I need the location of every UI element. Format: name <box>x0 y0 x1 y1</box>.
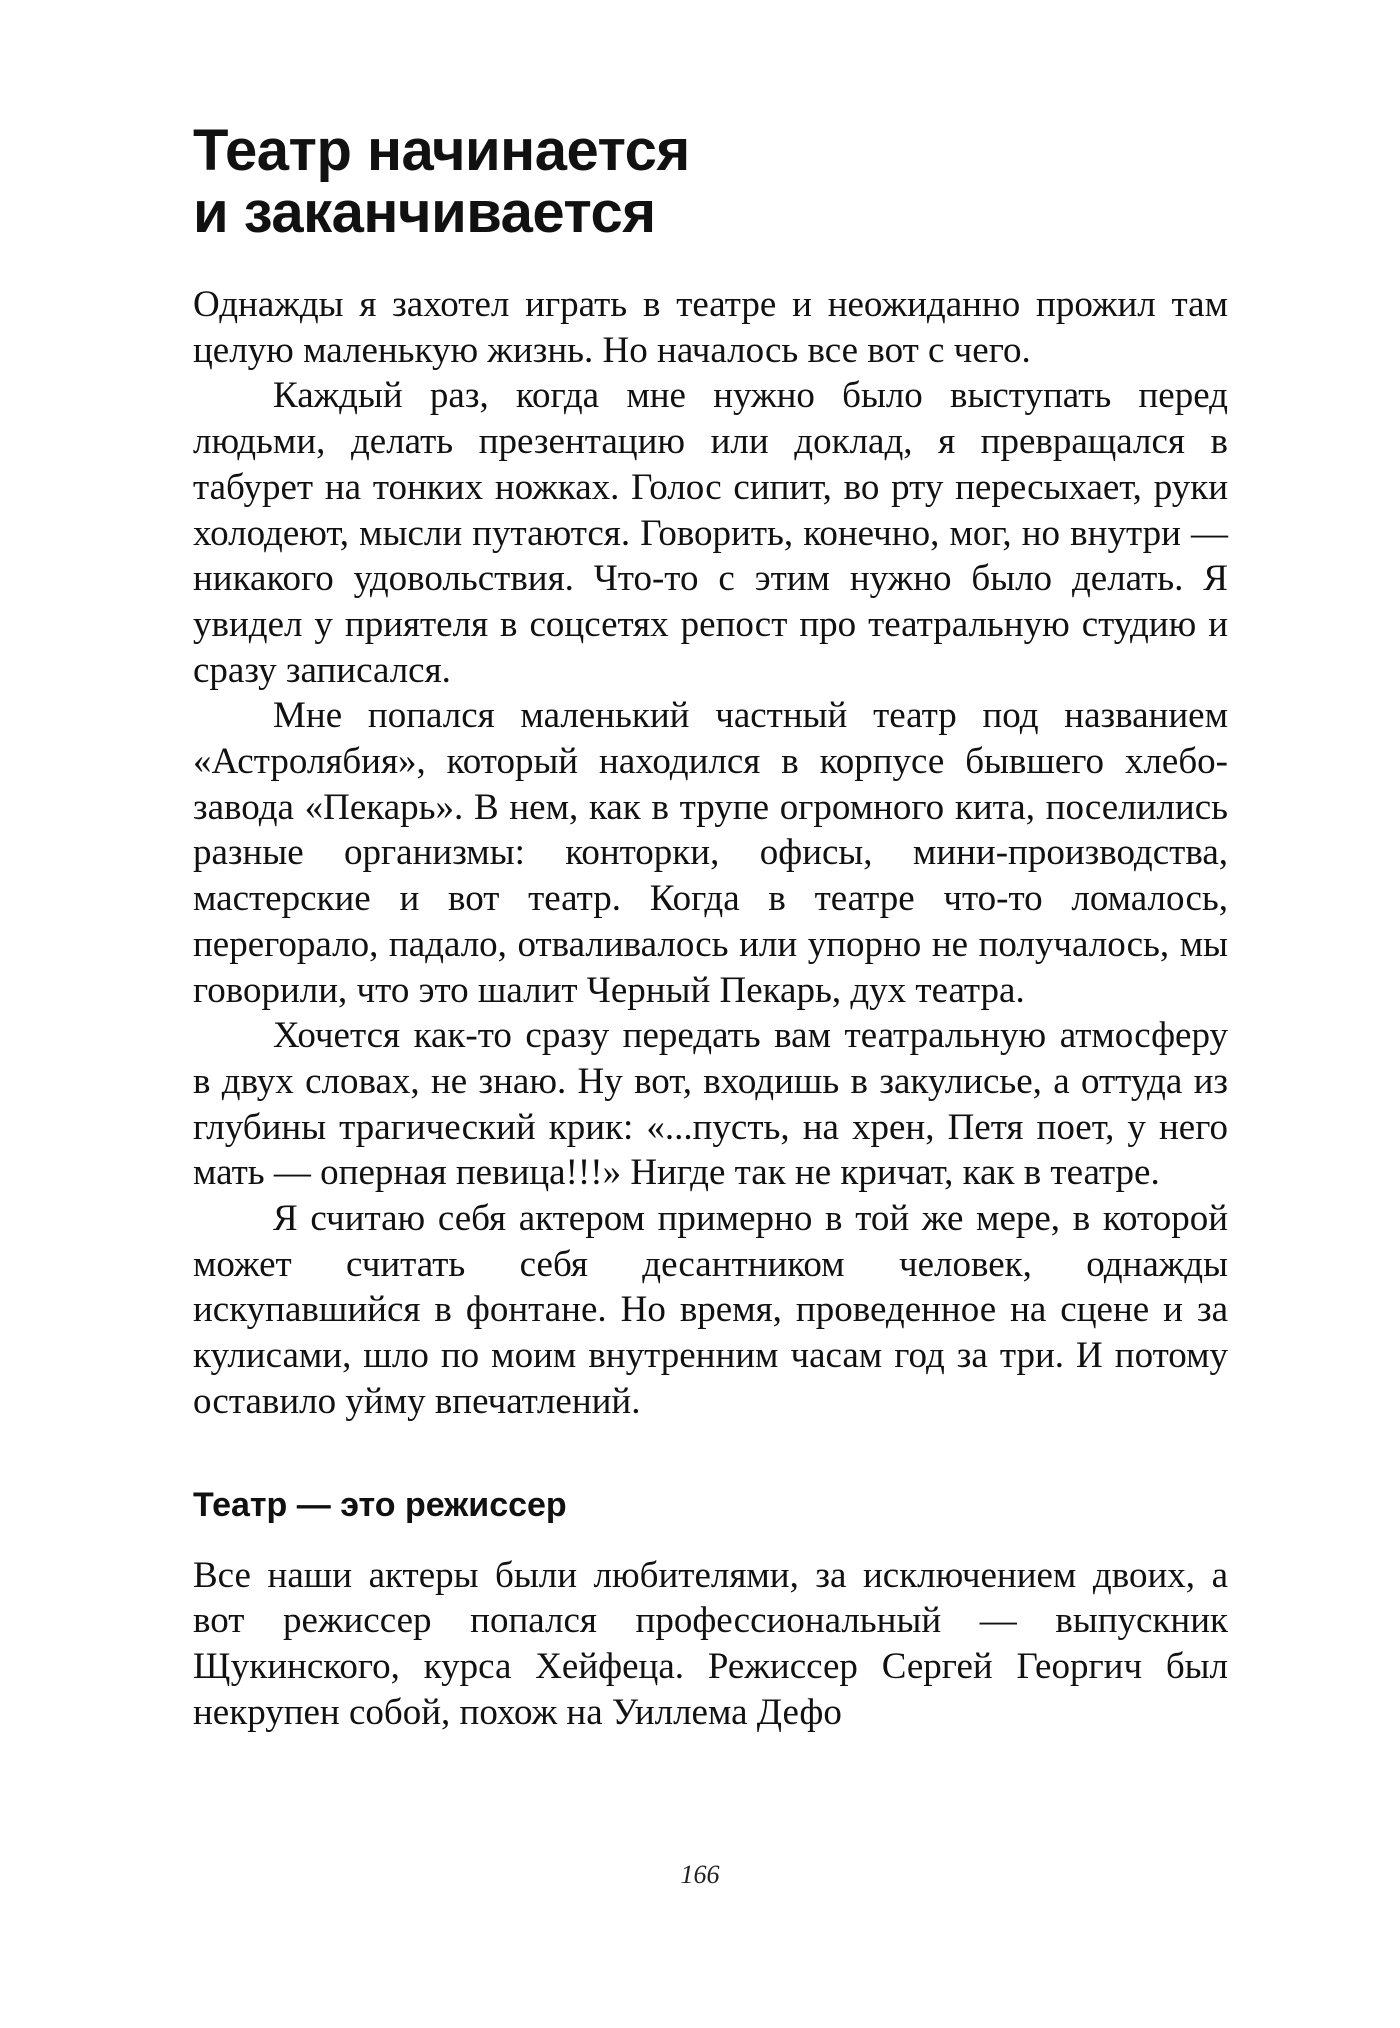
book-page <box>193 120 1228 1735</box>
chapter-title-line-1: Театр начинается <box>193 118 690 183</box>
paragraph: Однажды я захотел играть в театре и неожиданно прожил там целую маленькую жизнь. Но началось все вот с чего. <box>193 284 1228 371</box>
paragraph: Все наши актеры были любителями, за исключением двоих, а вот режиссер попался профессиональный — выпускник Щукинского, курса Хейфеца. Режиссер Сергей Георгич был некрупен собой, похож на Уиллема Дефо <box>193 1554 1228 1733</box>
section-title: Театр — это режиссер <box>193 1485 567 1524</box>
chapter-body <box>193 282 1228 1425</box>
paragraph: Каждый раз, когда мне нужно было выступать перед людьми, делать презентацию или доклад, я превращался в табурет на тонких ножках. Голос сипит, во рту пересыхает, руки холодеют, мысли путаются. Говорить, конечно, мог, но внутри — никакого удовольствия. Что-то с этим нужно было делать. Я увидел у приятеля в соцсетях репост про театральную студию и сразу записался. <box>193 375 1228 691</box>
paragraph: Хочется как-то сразу передать вам театральную атмосферу в двух словах, не знаю. Ну вот, входишь в закулисье, а оттуда из глубины трагический крик: «...пусть, на хрен, Петя поет, у него мать — оперная певица!!!» Нигде так не кричат, как в театре. <box>193 1015 1228 1194</box>
chapter-title <box>193 120 1228 244</box>
page-number: 166 <box>680 1860 720 1889</box>
chapter-title-line-2: и заканчивается <box>193 180 656 245</box>
paragraph: Мне попался маленький частный театр под названием «Астролябия», который находился в корпусе бывшего хлебозавода «Пекарь». В нем, как в трупе огромного кита, поселились разные организмы: конторки, офисы, мини-производства, мастерские и вот театр. Когда в театре что-то ломалось, перегорало, падало, отваливалось или упорно не получалось, мы говорили, что это шалит Черный Пекарь, дух театра. <box>193 695 1228 1011</box>
paragraph: Я считаю себя актером примерно в той же мере, в которой может считать себя десантником человек, однажды искупавшийся в фонтане. Но время, проведенное на сцене и за кулисами, шло по моим внутренним часам год за три. И потому оставило уйму впечатлений. <box>193 1198 1228 1422</box>
section-body <box>193 1553 1228 1736</box>
